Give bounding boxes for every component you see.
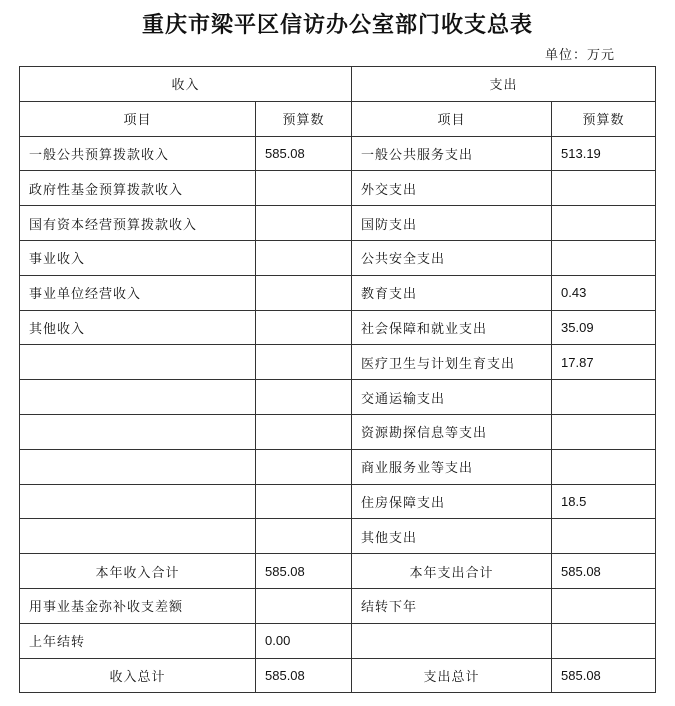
- income-value-cell: [256, 240, 352, 275]
- table-row: [20, 240, 656, 275]
- expense-item-cell: 其他支出: [352, 519, 552, 554]
- income-budget-header: 预算数: [256, 101, 352, 136]
- income-value-cell: [256, 206, 352, 241]
- income-value-cell: [256, 414, 352, 449]
- income-total-value: 585.08: [256, 658, 352, 693]
- expense-value-cell: [552, 519, 656, 554]
- expense-item-cell: 结转下年: [352, 588, 552, 623]
- expense-value-cell: [552, 449, 656, 484]
- income-item-cell: [20, 380, 256, 415]
- income-item-cell: 事业单位经营收入: [20, 275, 256, 310]
- income-value-cell: [256, 484, 352, 519]
- expense-value-cell: [552, 623, 656, 658]
- income-item-cell: 其他收入: [20, 310, 256, 345]
- income-item-header: 项目: [20, 101, 256, 136]
- income-item-cell: [20, 449, 256, 484]
- income-value-cell: [256, 275, 352, 310]
- income-item-cell: [20, 345, 256, 380]
- income-item-cell: [20, 484, 256, 519]
- income-item-cell: 一般公共预算拨款收入: [20, 136, 256, 171]
- income-value-cell: [256, 588, 352, 623]
- expense-item-cell: 社会保障和就业支出: [352, 310, 552, 345]
- expense-value-cell: [552, 240, 656, 275]
- table-body: [20, 136, 656, 554]
- unit-label: 单位：万元: [544, 48, 615, 63]
- expense-item-cell: 一般公共服务支出: [352, 136, 552, 171]
- table-row: [20, 136, 656, 171]
- expense-total-label: 支出总计: [352, 658, 552, 693]
- income-item-cell: 上年结转: [20, 623, 256, 658]
- expense-subtotal-value: 585.08: [552, 554, 656, 589]
- expense-value-cell: [552, 206, 656, 241]
- expense-item-cell: 外交支出: [352, 171, 552, 206]
- income-item-cell: [20, 414, 256, 449]
- expense-item-cell: 交通运输支出: [352, 380, 552, 415]
- expense-value-cell: [552, 414, 656, 449]
- table-row: [20, 414, 656, 449]
- expense-item-cell: 国防支出: [352, 206, 552, 241]
- table-row: [20, 449, 656, 484]
- table-row: [20, 206, 656, 241]
- income-item-cell: [20, 519, 256, 554]
- income-subtotal-label: 本年收入合计: [20, 554, 256, 589]
- income-value-cell: [256, 345, 352, 380]
- table-row: [20, 275, 656, 310]
- table-row: [20, 345, 656, 380]
- expense-value-cell: [552, 171, 656, 206]
- table-row: [20, 380, 656, 415]
- expense-item-cell: 商业服务业等支出: [352, 449, 552, 484]
- income-item-cell: 政府性基金预算拨款收入: [20, 171, 256, 206]
- table-row: [20, 171, 656, 206]
- income-section-header: 收入: [20, 67, 352, 102]
- expense-item-header: 项目: [352, 101, 552, 136]
- income-item-cell: 事业收入: [20, 240, 256, 275]
- income-subtotal-value: 585.08: [256, 554, 352, 589]
- expense-item-cell: [352, 623, 552, 658]
- income-item-cell: 用事业基金弥补收支差额: [20, 588, 256, 623]
- expense-total-value: 585.08: [552, 658, 656, 693]
- income-value-cell: [256, 380, 352, 415]
- expense-value-cell: [552, 588, 656, 623]
- income-value-cell: [256, 449, 352, 484]
- income-value-cell: 0.00: [256, 623, 352, 658]
- table-row: [20, 484, 656, 519]
- expense-value-cell: 18.5: [552, 484, 656, 519]
- budget-table: [19, 66, 656, 693]
- expense-value-cell: 17.87: [552, 345, 656, 380]
- income-item-cell: 国有资本经营预算拨款收入: [20, 206, 256, 241]
- expense-value-cell: 513.19: [552, 136, 656, 171]
- page-title: 重庆市梁平区信访办公室部门收支总表: [141, 12, 533, 38]
- expense-subtotal-label: 本年支出合计: [352, 554, 552, 589]
- income-value-cell: [256, 519, 352, 554]
- section-header-row: [20, 67, 656, 102]
- income-total-label: 收入总计: [20, 658, 256, 693]
- subtotal-row: [20, 554, 656, 589]
- expense-item-cell: 住房保障支出: [352, 484, 552, 519]
- extra-body: [20, 588, 656, 658]
- expense-value-cell: [552, 380, 656, 415]
- expense-value-cell: 35.09: [552, 310, 656, 345]
- income-value-cell: [256, 171, 352, 206]
- table-row: [20, 519, 656, 554]
- expense-item-cell: 教育支出: [352, 275, 552, 310]
- expense-item-cell: 公共安全支出: [352, 240, 552, 275]
- expense-section-header: 支出: [352, 67, 656, 102]
- expense-budget-header: 预算数: [552, 101, 656, 136]
- expense-item-cell: 资源勘探信息等支出: [352, 414, 552, 449]
- income-value-cell: [256, 310, 352, 345]
- table-row: [20, 588, 656, 623]
- table-row: [20, 310, 656, 345]
- table-row: [20, 623, 656, 658]
- income-value-cell: 585.08: [256, 136, 352, 171]
- expense-value-cell: 0.43: [552, 275, 656, 310]
- total-row: [20, 658, 656, 693]
- expense-item-cell: 医疗卫生与计划生育支出: [352, 345, 552, 380]
- column-header-row: [20, 101, 656, 136]
